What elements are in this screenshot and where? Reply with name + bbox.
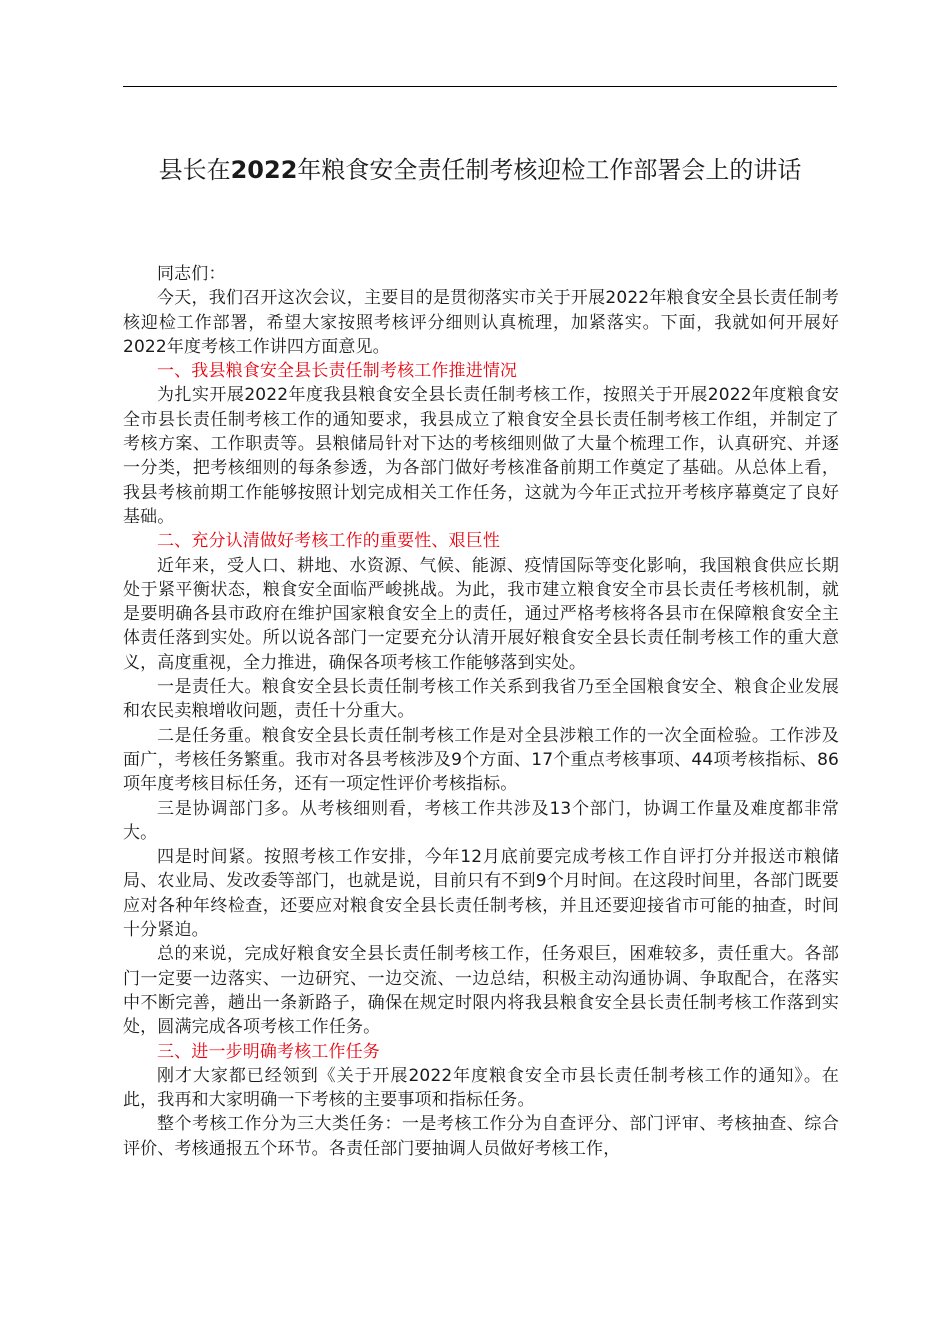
header-rule xyxy=(123,86,837,87)
title-year: 2022 xyxy=(230,156,298,184)
paragraph: 今天，我们召开这次会议，主要目的是贯彻落实市关于开展2022年粮食安全县长责任制考核迎检工作部署，希望大家按照考核评分细则认真梳理，加紧落实。下面，我就如何开展好2022年度考核工作讲四方面意见。 xyxy=(123,288,839,357)
title-suffix: 年粮食安全责任制考核迎检工作部署会上的讲话 xyxy=(297,156,802,184)
section-heading: 二、充分认清做好考核工作的重要性、艰巨性 xyxy=(157,531,500,552)
paragraph: 四是时间紧。按照考核工作安排，今年12月底前要完成考核工作自评打分并报送市粮储局、农业局、发改委等部门，也就是说，目前只有不到9个月时间。在这段时间里，各部门既要应对各种年终检查，还要应对粮食安全县长责任制考核，并且还要迎接省市可能的抽查，时间十分紧迫。 xyxy=(123,847,839,941)
paragraph: 为扎实开展2022年度我县粮食安全县长责任制考核工作，按照关于开展2022年度粮食安全市县长责任制考核工作的通知要求，我县成立了粮食安全县长责任制考核工作组，并制定了考核方案、工作职责等。县粮储局针对下达的考核细则做了大量个梳理工作，认真研究、并逐一分类，把考核细则的每条参透，为各部门做好考核准备前期工作奠定了基础。从总体上看，我县考核前期工作能够按照计划完成相关工作任务，这就为今年正式拉开考核序幕奠定了良好基础。 xyxy=(123,385,839,527)
paragraph: 整个考核工作分为三大类任务：一是考核工作分为自查评分、部门评审、考核抽查、综合评价、考核通报五个环节。各责任部门要抽调人员做好考核工作， xyxy=(123,1114,839,1159)
title-prefix: 县长在 xyxy=(158,156,231,184)
paragraph: 近年来，受人口、耕地、水资源、气候、能源、疫情国际等变化影响，我国粮食供应长期处于紧平衡状态，粮食安全面临严峻挑战。为此，我市建立粮食安全市县长责任考核机制，就是要明确各县市政府在维护国家粮食安全上的责任，通过严格考核将各县市在保障粮食安全主体责任落到实处。所以说各部门一定要充分认清开展好粮食安全县长责任制考核工作的重大意义，高度重视，全力推进，确保各项考核工作能够落到实处。 xyxy=(123,555,839,673)
section-heading: 一、我县粮食安全县长责任制考核工作推进情况 xyxy=(157,361,518,382)
document-title xyxy=(118,146,842,195)
paragraph: 一是责任大。粮食安全县长责任制考核工作关系到我省乃至全国粮食安全、粮食企业发展和农民卖粮增收问题，责任十分重大。 xyxy=(123,677,839,722)
paragraph: 刚才大家都已经领到《关于开展2022年度粮食安全市县长责任制考核工作的通知》。在此，我再和大家明确一下考核的主要事项和指标任务。 xyxy=(123,1065,839,1111)
section-heading: 三、进一步明确考核工作任务 xyxy=(157,1041,380,1062)
paragraph: 三是协调部门多。从考核细则看，考核工作共涉及13个部门，协调工作量及难度都非常大。 xyxy=(123,798,839,843)
paragraph: 同志们： xyxy=(157,264,226,284)
paragraph: 总的来说，完成好粮食安全县长责任制考核工作，任务艰巨，困难较多，责任重大。各部门一定要一边落实、一边研究、一边交流、一边总结，积极主动沟通协调、争取配合，在落实中不断完善，趟出一条新路子，确保在规定时限内将我县粮食安全县长责任制考核工作落到实处，圆满完成各项考核工作任务。 xyxy=(123,944,839,1038)
document-body xyxy=(123,262,839,1161)
paragraph: 二是任务重。粮食安全县长责任制考核工作是对全县涉粮工作的一次全面检验。工作涉及面广，考核任务繁重。我市对各县考核涉及9个方面、17个重点考核事项、44项考核指标、86项年度考核目标任务，还有一项定性评价考核指标。 xyxy=(123,725,839,795)
